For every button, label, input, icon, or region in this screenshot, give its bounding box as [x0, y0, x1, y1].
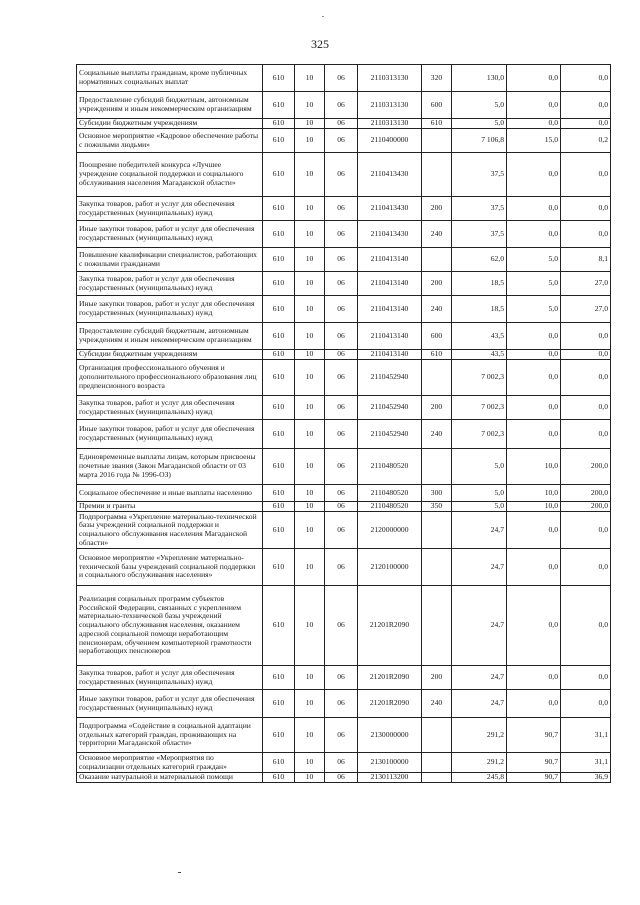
cell-v1: 37,5 — [452, 153, 507, 197]
table-row — [77, 197, 611, 221]
cell-target: 2110480520 — [358, 449, 422, 485]
cell-target: 2110452940 — [358, 360, 422, 396]
cell-subsection: 06 — [325, 449, 358, 485]
table-row — [77, 502, 611, 512]
cell-section: 10 — [295, 586, 325, 666]
cell-target: 2110480520 — [358, 502, 422, 512]
cell-section: 10 — [295, 248, 325, 272]
cell-section: 10 — [295, 350, 325, 360]
cell-ministry: 610 — [263, 350, 295, 360]
cell-target: 2110313130 — [358, 65, 422, 92]
cell-v2: 0,0 — [507, 221, 561, 248]
cell-v3: 27,0 — [561, 272, 611, 296]
cell-v2: 90,7 — [507, 718, 561, 753]
cell-v1: 5,0 — [452, 449, 507, 485]
cell-type — [422, 586, 452, 666]
cell-target: 2130100000 — [358, 753, 422, 773]
cell-section: 10 — [295, 666, 325, 690]
cell-ministry: 610 — [263, 549, 295, 586]
cell-section: 10 — [295, 296, 325, 323]
cell-v2: 0,0 — [507, 666, 561, 690]
cell-v1: 18,5 — [452, 296, 507, 323]
cell-v3: 200,0 — [561, 485, 611, 502]
cell-subsection: 06 — [325, 296, 358, 323]
cell-name: Основное мероприятие «Кадровое обеспечение работы с пожилыми людьми» — [77, 129, 263, 153]
cell-name: Предоставление субсидий бюджетным, автономным учреждениям и иным некоммерческим организациям — [77, 323, 263, 350]
cell-target: 2110452940 — [358, 420, 422, 449]
cell-type: 610 — [422, 350, 452, 360]
cell-v2: 0,0 — [507, 549, 561, 586]
cell-target: 2120100000 — [358, 549, 422, 586]
cell-name: Иные закупки товаров, работ и услуг для обеспечения государственных (муниципальных) нужд — [77, 221, 263, 248]
cell-section: 10 — [295, 773, 325, 783]
cell-name: Премии и гранты — [77, 502, 263, 512]
cell-subsection: 06 — [325, 396, 358, 420]
table-row — [77, 248, 611, 272]
cell-type — [422, 360, 452, 396]
cell-section: 10 — [295, 221, 325, 248]
cell-v3: 0,0 — [561, 221, 611, 248]
scan-mark — [178, 872, 181, 873]
cell-ministry: 610 — [263, 773, 295, 783]
cell-v2: 10,0 — [507, 485, 561, 502]
cell-target: 2110413430 — [358, 197, 422, 221]
cell-section: 10 — [295, 449, 325, 485]
cell-name: Оказание натуральной и материальной помощи — [77, 773, 263, 783]
cell-subsection: 06 — [325, 753, 358, 773]
cell-subsection: 06 — [325, 92, 358, 119]
cell-v2: 0,0 — [507, 65, 561, 92]
cell-v2: 0,0 — [507, 360, 561, 396]
cell-name: Закупка товаров, работ и услуг для обеспечения государственных (муниципальных) нужд — [77, 272, 263, 296]
cell-v3: 0,0 — [561, 690, 611, 718]
cell-v3: 0,0 — [561, 153, 611, 197]
cell-v1: 5,0 — [452, 502, 507, 512]
cell-name: Закупка товаров, работ и услуг для обеспечения государственных (муниципальных) нужд — [77, 197, 263, 221]
cell-v3: 31,1 — [561, 718, 611, 753]
cell-ministry: 610 — [263, 248, 295, 272]
cell-v1: 7 106,8 — [452, 129, 507, 153]
cell-v3: 31,1 — [561, 753, 611, 773]
cell-target: 2110413140 — [358, 248, 422, 272]
cell-ministry: 610 — [263, 753, 295, 773]
cell-v2: 5,0 — [507, 296, 561, 323]
table-row — [77, 396, 611, 420]
cell-target: 2120000000 — [358, 512, 422, 549]
cell-v3: 27,0 — [561, 296, 611, 323]
cell-subsection: 06 — [325, 690, 358, 718]
cell-name: Субсидии бюджетным учреждениям — [77, 119, 263, 129]
cell-v1: 18,5 — [452, 272, 507, 296]
cell-ministry: 610 — [263, 396, 295, 420]
table-row — [77, 272, 611, 296]
cell-v1: 7 002,3 — [452, 396, 507, 420]
cell-subsection: 06 — [325, 502, 358, 512]
cell-v3: 0,0 — [561, 512, 611, 549]
cell-target: 2110413140 — [358, 296, 422, 323]
table-row — [77, 119, 611, 129]
cell-section: 10 — [295, 420, 325, 449]
cell-subsection: 06 — [325, 272, 358, 296]
cell-ministry: 610 — [263, 65, 295, 92]
cell-v2: 0,0 — [507, 153, 561, 197]
cell-v3: 0,2 — [561, 129, 611, 153]
cell-v2: 10,0 — [507, 449, 561, 485]
cell-subsection: 06 — [325, 360, 358, 396]
table-row — [77, 773, 611, 783]
cell-v2: 0,0 — [507, 92, 561, 119]
table-row — [77, 586, 611, 666]
cell-type: 240 — [422, 420, 452, 449]
cell-v1: 5,0 — [452, 485, 507, 502]
cell-v1: 43,5 — [452, 350, 507, 360]
cell-v3: 0,0 — [561, 350, 611, 360]
cell-v1: 5,0 — [452, 119, 507, 129]
cell-v1: 24,7 — [452, 586, 507, 666]
cell-section: 10 — [295, 197, 325, 221]
cell-v3: 200,0 — [561, 502, 611, 512]
cell-section: 10 — [295, 485, 325, 502]
cell-subsection: 06 — [325, 350, 358, 360]
cell-v1: 7 002,3 — [452, 360, 507, 396]
cell-target: 21201R2090 — [358, 586, 422, 666]
cell-v3: 36,9 — [561, 773, 611, 783]
cell-v2: 0,0 — [507, 119, 561, 129]
cell-subsection: 06 — [325, 485, 358, 502]
cell-v3: 200,0 — [561, 449, 611, 485]
cell-target: 2110313130 — [358, 119, 422, 129]
scan-mark — [322, 16, 324, 17]
cell-section: 10 — [295, 323, 325, 350]
cell-v3: 0,0 — [561, 666, 611, 690]
cell-subsection: 06 — [325, 718, 358, 753]
cell-target: 2110400000 — [358, 129, 422, 153]
cell-target: 2110413140 — [358, 272, 422, 296]
cell-type: 240 — [422, 296, 452, 323]
cell-name: Иные закупки товаров, работ и услуг для обеспечения государственных (муниципальных) нужд — [77, 296, 263, 323]
cell-type: 240 — [422, 690, 452, 718]
cell-ministry: 610 — [263, 129, 295, 153]
cell-ministry: 610 — [263, 153, 295, 197]
cell-type: 200 — [422, 272, 452, 296]
cell-ministry: 610 — [263, 586, 295, 666]
cell-type: 600 — [422, 323, 452, 350]
cell-type — [422, 153, 452, 197]
cell-subsection: 06 — [325, 153, 358, 197]
cell-ministry: 610 — [263, 197, 295, 221]
cell-section: 10 — [295, 718, 325, 753]
table-row — [77, 718, 611, 753]
table-row — [77, 690, 611, 718]
cell-v2: 0,0 — [507, 350, 561, 360]
table-row — [77, 753, 611, 773]
cell-v3: 8,1 — [561, 248, 611, 272]
cell-v3: 0,0 — [561, 360, 611, 396]
cell-name: Предоставление субсидий бюджетным, автономным учреждениям и иным некоммерческим организациям — [77, 92, 263, 119]
cell-type: 240 — [422, 221, 452, 248]
table-row — [77, 323, 611, 350]
cell-target: 2110413430 — [358, 221, 422, 248]
cell-section: 10 — [295, 753, 325, 773]
cell-v2: 10,0 — [507, 502, 561, 512]
cell-subsection: 06 — [325, 221, 358, 248]
cell-v2: 0,0 — [507, 197, 561, 221]
page-number: 325 — [311, 37, 329, 51]
cell-v3: 0,0 — [561, 549, 611, 586]
cell-target: 2130113200 — [358, 773, 422, 783]
cell-target: 2110480520 — [358, 485, 422, 502]
table-row — [77, 666, 611, 690]
table-row — [77, 360, 611, 396]
cell-v2: 0,0 — [507, 396, 561, 420]
table-row — [77, 485, 611, 502]
cell-v1: 43,5 — [452, 323, 507, 350]
cell-name: Основное мероприятие «Мероприятия по социализации отдельных категорий граждан» — [77, 753, 263, 773]
cell-name: Подпрограмма «Укрепление материально-технической базы учреждений социальной поддержки и социального обслуживания населения Магаданской области» — [77, 512, 263, 549]
cell-type: 200 — [422, 396, 452, 420]
cell-section: 10 — [295, 272, 325, 296]
cell-subsection: 06 — [325, 773, 358, 783]
cell-v1: 245,8 — [452, 773, 507, 783]
cell-section: 10 — [295, 549, 325, 586]
cell-subsection: 06 — [325, 65, 358, 92]
cell-v3: 0,0 — [561, 420, 611, 449]
cell-type — [422, 512, 452, 549]
cell-v1: 37,5 — [452, 221, 507, 248]
cell-type — [422, 773, 452, 783]
cell-type: 300 — [422, 485, 452, 502]
cell-v1: 24,7 — [452, 690, 507, 718]
cell-subsection: 06 — [325, 420, 358, 449]
cell-ministry: 610 — [263, 420, 295, 449]
cell-name: Закупка товаров, работ и услуг для обеспечения государственных (муниципальных) нужд — [77, 396, 263, 420]
table-row — [77, 129, 611, 153]
cell-v2: 15,0 — [507, 129, 561, 153]
cell-subsection: 06 — [325, 197, 358, 221]
cell-v1: 7 002,3 — [452, 420, 507, 449]
cell-section: 10 — [295, 92, 325, 119]
cell-name: Основное мероприятие «Укрепление материально-технической базы учреждений социальной поддержки и социального обслуживания населения» — [77, 549, 263, 586]
cell-target: 2110413140 — [358, 350, 422, 360]
cell-v3: 0,0 — [561, 65, 611, 92]
cell-type — [422, 449, 452, 485]
cell-subsection: 06 — [325, 323, 358, 350]
cell-target: 2110413140 — [358, 323, 422, 350]
cell-type — [422, 718, 452, 753]
cell-ministry: 610 — [263, 502, 295, 512]
cell-subsection: 06 — [325, 248, 358, 272]
cell-v3: 0,0 — [561, 92, 611, 119]
cell-type: 200 — [422, 666, 452, 690]
cell-v3: 0,0 — [561, 586, 611, 666]
table-row — [77, 296, 611, 323]
cell-name: Поощрение победителей конкурса «Лучшее учреждение социальной поддержки и социального обслуживания населения Магаданской области» — [77, 153, 263, 197]
cell-section: 10 — [295, 512, 325, 549]
cell-ministry: 610 — [263, 718, 295, 753]
cell-type: 200 — [422, 197, 452, 221]
table-row — [77, 512, 611, 549]
cell-section: 10 — [295, 502, 325, 512]
table-row — [77, 221, 611, 248]
cell-subsection: 06 — [325, 129, 358, 153]
cell-v2: 0,0 — [507, 512, 561, 549]
cell-v1: 62,0 — [452, 248, 507, 272]
cell-v1: 24,7 — [452, 512, 507, 549]
cell-ministry: 610 — [263, 323, 295, 350]
cell-v2: 5,0 — [507, 248, 561, 272]
cell-name: Подпрограмма «Содействие в социальной адаптации отдельных категорий граждан, проживающих на территории Магаданской области» — [77, 718, 263, 753]
cell-section: 10 — [295, 690, 325, 718]
cell-ministry: 610 — [263, 360, 295, 396]
cell-target: 21201R2090 — [358, 666, 422, 690]
table-row — [77, 65, 611, 92]
cell-target: 2110313130 — [358, 92, 422, 119]
cell-ministry: 610 — [263, 485, 295, 502]
cell-ministry: 610 — [263, 449, 295, 485]
cell-target: 2110413430 — [358, 153, 422, 197]
cell-v2: 0,0 — [507, 420, 561, 449]
cell-name: Закупка товаров, работ и услуг для обеспечения государственных (муниципальных) нужд — [77, 666, 263, 690]
cell-subsection: 06 — [325, 586, 358, 666]
cell-subsection: 06 — [325, 549, 358, 586]
cell-ministry: 610 — [263, 296, 295, 323]
cell-name: Повышение квалификации специалистов, работающих с пожилыми гражданами — [77, 248, 263, 272]
cell-ministry: 610 — [263, 92, 295, 119]
cell-type: 610 — [422, 119, 452, 129]
cell-name: Реализация социальных программ субъектов Российской Федерации, связанных с укреплением материально-технической базы учреждений социального обслуживания населения, оказанием адресной социальной помощи неработающим пенсионерам, обучением компьютерной грамотности неработающих пенсионеров — [77, 586, 263, 666]
cell-v2: 5,0 — [507, 272, 561, 296]
cell-target: 2110452940 — [358, 396, 422, 420]
cell-ministry: 610 — [263, 666, 295, 690]
cell-v1: 37,5 — [452, 197, 507, 221]
cell-name: Иные закупки товаров, работ и услуг для обеспечения государственных (муниципальных) нужд — [77, 690, 263, 718]
cell-v1: 291,2 — [452, 718, 507, 753]
cell-v3: 0,0 — [561, 323, 611, 350]
cell-type — [422, 549, 452, 586]
table-row — [77, 449, 611, 485]
cell-ministry: 610 — [263, 221, 295, 248]
budget-table — [76, 64, 611, 783]
cell-name: Социальные выплаты гражданам, кроме публичных нормативных социальных выплат — [77, 65, 263, 92]
table-row — [77, 549, 611, 586]
cell-section: 10 — [295, 153, 325, 197]
cell-type: 320 — [422, 65, 452, 92]
cell-target: 2130000000 — [358, 718, 422, 753]
cell-section: 10 — [295, 129, 325, 153]
cell-type: 600 — [422, 92, 452, 119]
cell-subsection: 06 — [325, 666, 358, 690]
table-row — [77, 153, 611, 197]
cell-v2: 0,0 — [507, 690, 561, 718]
cell-v2: 90,7 — [507, 753, 561, 773]
cell-v2: 0,0 — [507, 323, 561, 350]
cell-v2: 90,7 — [507, 773, 561, 783]
cell-ministry: 610 — [263, 272, 295, 296]
cell-name: Субсидии бюджетным учреждениям — [77, 350, 263, 360]
cell-v1: 24,7 — [452, 549, 507, 586]
cell-section: 10 — [295, 360, 325, 396]
cell-ministry: 610 — [263, 119, 295, 129]
cell-section: 10 — [295, 119, 325, 129]
cell-subsection: 06 — [325, 119, 358, 129]
cell-name: Организация профессионального обучения и дополнительного профессионального образования лиц предпенсионного возраста — [77, 360, 263, 396]
cell-v1: 291,2 — [452, 753, 507, 773]
cell-ministry: 610 — [263, 512, 295, 549]
cell-v2: 0,0 — [507, 586, 561, 666]
cell-name: Иные закупки товаров, работ и услуг для обеспечения государственных (муниципальных) нужд — [77, 420, 263, 449]
cell-section: 10 — [295, 396, 325, 420]
cell-v3: 0,0 — [561, 197, 611, 221]
cell-v1: 130,0 — [452, 65, 507, 92]
cell-type — [422, 129, 452, 153]
cell-v3: 0,0 — [561, 119, 611, 129]
table-row — [77, 92, 611, 119]
table-row — [77, 350, 611, 360]
cell-type — [422, 248, 452, 272]
table-row — [77, 420, 611, 449]
cell-name: Социальное обеспечение и иные выплаты населению — [77, 485, 263, 502]
cell-v1: 5,0 — [452, 92, 507, 119]
cell-section: 10 — [295, 65, 325, 92]
cell-type — [422, 753, 452, 773]
cell-v3: 0,0 — [561, 396, 611, 420]
cell-ministry: 610 — [263, 690, 295, 718]
cell-target: 21201R2090 — [358, 690, 422, 718]
cell-name: Единовременные выплаты лицам, которым присвоены почетные звания (Закон Магаданской области от 03 марта 2016 года № 1996-ОЗ) — [77, 449, 263, 485]
cell-v1: 24,7 — [452, 666, 507, 690]
cell-type: 350 — [422, 502, 452, 512]
cell-subsection: 06 — [325, 512, 358, 549]
